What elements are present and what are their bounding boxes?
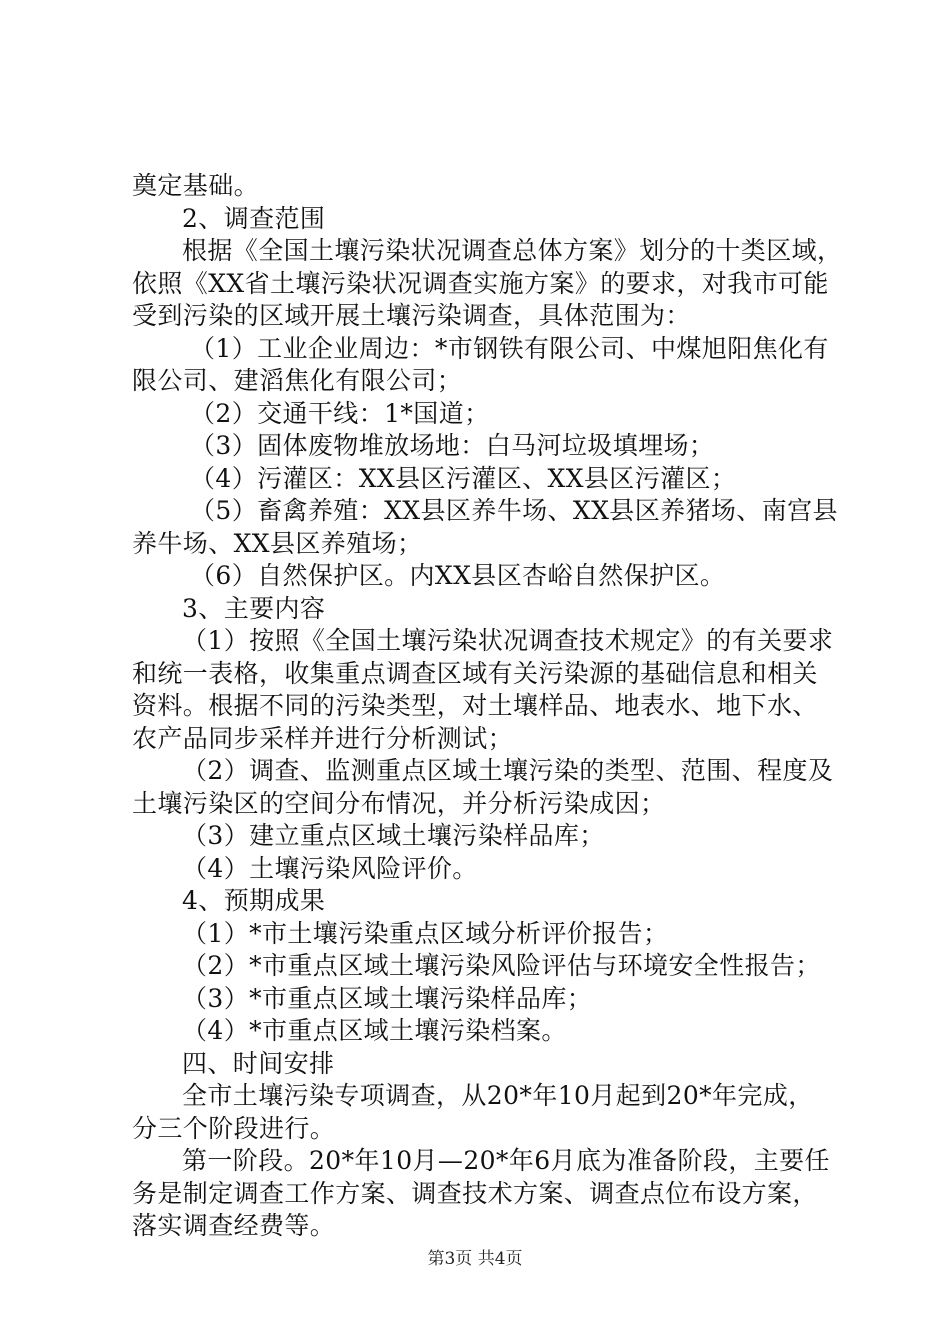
- list-item: （3）建立重点区域土壤污染样品库；: [182, 821, 605, 850]
- section-heading-schedule: 四、时间安排: [182, 1048, 335, 1078]
- text-line: 根据《全国土壤污染状况调查总体方案》划分的十类区域，: [182, 236, 843, 265]
- section-heading-results: 4、预期成果: [182, 886, 326, 915]
- text-line: 第一阶段。20*年10月—20*年6月底为准备阶段，主要任: [182, 1146, 830, 1175]
- text-line: 落实调查经费等。: [132, 1211, 336, 1240]
- section-heading-content: 3、主要内容: [182, 593, 326, 623]
- list-item: （6）自然保护区。内XX县区杏峪自然保护区。: [190, 561, 726, 590]
- page-number-footer: 第3页 共4页: [427, 1249, 523, 1269]
- text-line: 奠定基础。: [132, 171, 260, 200]
- list-item: （3）*市重点区域土壤污染样品库；: [182, 983, 593, 1013]
- text-line: 限公司、建滔焦化有限公司；: [132, 366, 463, 395]
- section-heading-scope: 2、调查范围: [182, 203, 326, 233]
- document-body: [132, 170, 842, 1243]
- text-line: 土壤污染区的空间分布情况，并分析污染成因；: [132, 788, 666, 818]
- list-item: （4）*市重点区域土壤污染档案。: [182, 1016, 567, 1045]
- list-item: （2）调查、监测重点区域土壤污染的类型、范围、程度及: [182, 756, 834, 785]
- list-item: （4）土壤污染风险评价。: [182, 853, 478, 883]
- text-line: 农产品同步采样并进行分析测试；: [132, 723, 514, 753]
- text-line: 和统一表格，收集重点调查区域有关污染源的基础信息和相关: [132, 658, 818, 688]
- text-line: 务是制定调查工作方案、调查技术方案、调查点位布设方案，: [132, 1178, 818, 1208]
- text-line: 依照《XX省土壤污染状况调查实施方案》的要求，对我市可能: [132, 268, 829, 298]
- text-line: 养牛场、XX县区养殖场；: [132, 528, 423, 558]
- text-line: 受到污染的区域开展土壤污染调查，具体范围为：: [132, 301, 691, 330]
- list-item: （1）工业企业周边：*市钢铁有限公司、中煤旭阳焦化有: [190, 333, 829, 363]
- list-item: （1）*市土壤污染重点区域分析评价报告；: [182, 918, 669, 948]
- text-line: 全市土壤污染专项调查，从20*年10月起到20*年完成，: [182, 1081, 814, 1110]
- list-item: （2）交通干线：1*国道；: [190, 398, 490, 428]
- text-line: 资料。根据不同的污染类型，对土壤样品、地表水、地下水、: [132, 691, 818, 720]
- list-item: （1）按照《全国土壤污染状况调查技术规定》的有关要求: [182, 626, 834, 655]
- list-item: （2）*市重点区域土壤污染风险评估与环境安全性报告；: [182, 951, 821, 980]
- list-item: （4）污灌区：XX县区污灌区、XX县区污灌区；: [190, 463, 737, 493]
- list-item: （5）畜禽养殖：XX县区养牛场、XX县区养猪场、南宫县: [190, 496, 838, 525]
- text-line: 分三个阶段进行。: [132, 1113, 336, 1143]
- list-item: （3）固体废物堆放场地：白马河垃圾填埋场；: [190, 431, 715, 460]
